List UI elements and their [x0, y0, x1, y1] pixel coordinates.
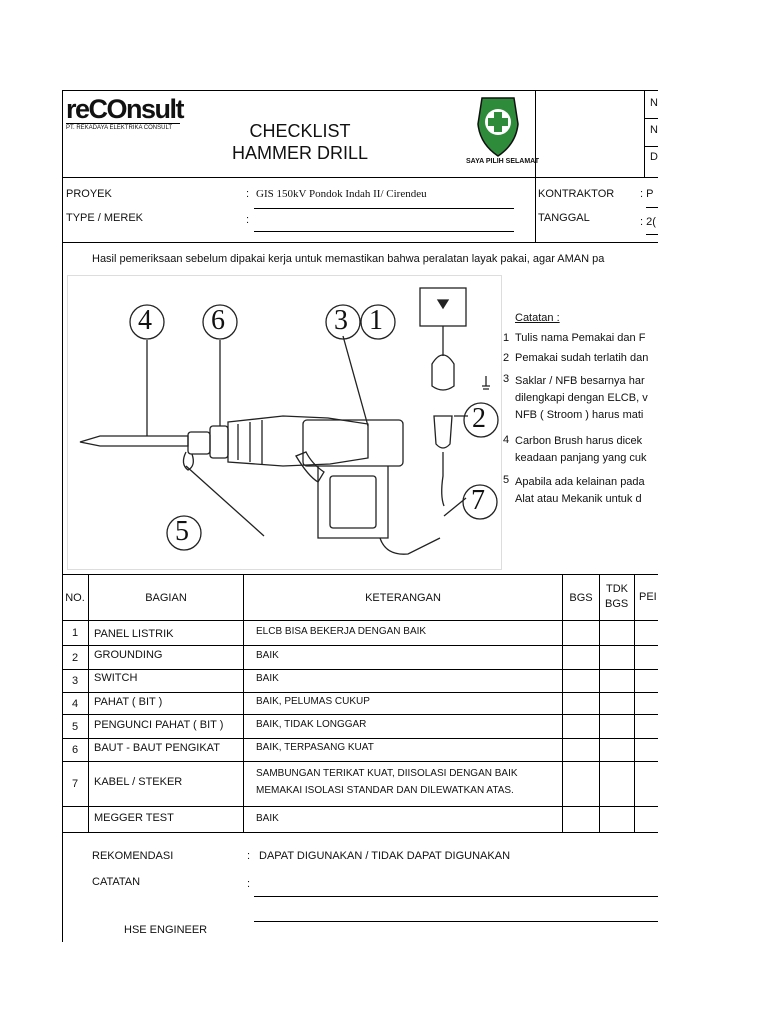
type-underline — [254, 231, 514, 232]
catatan-underline-1 — [254, 896, 658, 897]
hammer-drill-diagram — [67, 275, 502, 570]
title-line-1: CHECKLIST — [249, 121, 351, 141]
proyek-value[interactable]: GIS 150kV Pondok Indah II/ Cirendeu — [256, 188, 427, 200]
company-logo — [66, 94, 184, 131]
note-3-num: 3 — [503, 373, 510, 385]
safety-badge — [462, 94, 539, 174]
title-line-2: HAMMER DRILL — [231, 143, 369, 163]
table-header-line — [62, 620, 658, 621]
note-4-line-2: keadaan panjang yang cuk — [515, 452, 647, 464]
row-6-bagian: BAUT - BAUT PENGIKAT — [94, 742, 220, 754]
right-code-1: N — [650, 97, 658, 109]
top-border — [62, 90, 658, 91]
header-tdk-bgs-line-1: TDK — [606, 583, 628, 595]
note-3-line-1: Saklar / NFB besarnya har — [515, 375, 645, 387]
note-1-line-1: Tulis nama Pemakai dan F — [515, 332, 646, 344]
row-5-keterangan: BAIK, TIDAK LONGGAR — [256, 719, 367, 730]
header-bagian: BAGIAN — [145, 591, 187, 604]
logo-text: reCOnsult — [66, 94, 184, 124]
catatan-heading: Catatan : — [515, 312, 560, 324]
intro-text: Hasil pemeriksaan sebelum dipakai kerja untuk memastikan bahwa peralatan layak pakai, agar AMAN pa — [92, 253, 605, 265]
table-row-line-5 — [62, 738, 658, 739]
right-code-3: D — [650, 151, 658, 163]
row-5-no: 5 — [71, 720, 79, 733]
catatan-label: CATATAN — [92, 876, 141, 888]
row-4-bagian: PAHAT ( BIT ) — [94, 696, 163, 708]
header-keterangan: KETERANGAN — [365, 591, 441, 604]
right-code-2: N — [650, 124, 658, 136]
note-5-line-2: Alat atau Mekanik untuk d — [515, 493, 642, 505]
note-3-line-3: NFB ( Stroom ) harus mati — [515, 409, 644, 421]
header-bgs: BGS — [569, 591, 593, 604]
left-border — [62, 90, 63, 942]
rekomendasi-value[interactable]: DAPAT DIGUNAKAN / TIDAK DAPAT DIGUNAKAN — [259, 850, 511, 862]
hse-engineer-label: HSE ENGINEER — [124, 924, 208, 936]
hammer-drill-illustration — [68, 276, 501, 569]
note-2-num: 2 — [503, 352, 510, 364]
row-1-no: 1 — [71, 627, 79, 639]
header-divider-2 — [644, 90, 645, 177]
tanggal-label: TANGGAL — [538, 212, 590, 224]
table-col-line-5 — [634, 574, 635, 832]
kontraktor-label: KONTRAKTOR — [538, 188, 615, 200]
header-bottom-border — [62, 177, 658, 178]
note-4-line-1: Carbon Brush harus dicek — [515, 435, 643, 447]
row-1-keterangan: ELCB BISA BEKERJA DENGAN BAIK — [256, 626, 427, 637]
table-row-line-2 — [62, 669, 658, 670]
note-5-num: 5 — [503, 474, 510, 486]
row-7-keterangan-line-2: MEMAKAI ISOLASI STANDAR DAN DILEWATKAN ATAS. — [256, 785, 514, 796]
row-5-bagian: PENGUNCI PAHAT ( BIT ) — [94, 719, 224, 731]
header-tdk-bgs-line-2: BGS — [605, 598, 629, 610]
header-per: PEI — [639, 591, 657, 603]
table-row-line-1 — [62, 645, 658, 646]
row-4-no: 4 — [71, 697, 79, 710]
badge-text: SAYA PILIH SELAMAT — [466, 158, 539, 165]
row-6-keterangan: BAIK, TERPASANG KUAT — [256, 742, 374, 753]
row-8-keterangan: BAIK — [256, 813, 279, 824]
kontraktor-value[interactable]: : P — [640, 188, 654, 200]
table-row-line-7 — [62, 806, 658, 807]
row-3-bagian: SWITCH — [94, 672, 138, 684]
header-divider-1 — [535, 90, 536, 242]
header-right-row-2 — [644, 146, 658, 147]
diagram-label-4: 4 — [138, 305, 152, 336]
row-2-bagian: GROUNDING — [94, 649, 163, 661]
row-4-keterangan: BAIK, PELUMAS CUKUP — [256, 696, 370, 707]
info-bottom-border — [62, 242, 658, 243]
diagram-label-7: 7 — [471, 485, 485, 516]
diagram-label-6: 6 — [211, 305, 225, 336]
row-2-keterangan: BAIK — [256, 650, 279, 661]
tanggal-underline — [646, 234, 658, 235]
row-8-bagian: MEGGER TEST — [94, 812, 174, 824]
table-col-line-4 — [599, 574, 600, 832]
row-6-no: 6 — [71, 744, 79, 756]
rekomendasi-colon: : — [247, 850, 251, 862]
row-7-keterangan-line-1: SAMBUNGAN TERIKAT KUAT, DIISOLASI DENGAN BAIK — [256, 768, 518, 779]
catatan-colon: : — [247, 878, 251, 890]
row-1-bagian: PANEL LISTRIK — [94, 628, 174, 640]
kontraktor-underline — [646, 207, 658, 208]
note-5-line-1: Apabila ada kelainan pada — [515, 476, 645, 488]
note-2-line-1: Pemakai sudah terlatih dan — [515, 352, 649, 364]
note-4-num: 4 — [503, 434, 510, 446]
proyek-colon: : — [246, 188, 250, 200]
type-colon: : — [246, 214, 250, 226]
diagram-label-3: 3 — [334, 305, 348, 336]
table-row-line-4 — [62, 714, 658, 715]
catatan-underline-2 — [254, 921, 658, 922]
note-1-num: 1 — [503, 332, 510, 344]
tanggal-value[interactable]: : 2( — [640, 216, 656, 228]
logo-subtitle: PT. REKADAYA ELEKTRIKA CONSULT — [66, 123, 180, 131]
document-title — [210, 120, 390, 164]
rekomendasi-label: REKOMENDASI — [92, 850, 174, 862]
row-7-bagian: KABEL / STEKER — [94, 776, 183, 788]
row-3-no: 3 — [71, 675, 79, 687]
note-3-line-2: dilengkapi dengan ELCB, v — [515, 392, 648, 404]
diagram-label-2: 2 — [472, 403, 486, 434]
header-no: NO. — [65, 591, 85, 604]
diagram-label-1: 1 — [369, 305, 383, 336]
row-7-no: 7 — [71, 778, 79, 790]
table-bottom-line — [62, 832, 658, 833]
header-right-row-1 — [644, 118, 658, 119]
diagram-label-5: 5 — [175, 516, 189, 547]
row-3-keterangan: BAIK — [256, 673, 279, 684]
safety-shield-icon — [462, 94, 534, 160]
table-row-line-6 — [62, 761, 658, 762]
type-label: TYPE / MEREK — [66, 212, 144, 224]
proyek-underline — [254, 208, 514, 209]
row-2-no: 2 — [71, 651, 79, 664]
proyek-label: PROYEK — [66, 188, 112, 200]
table-row-line-3 — [62, 692, 658, 693]
